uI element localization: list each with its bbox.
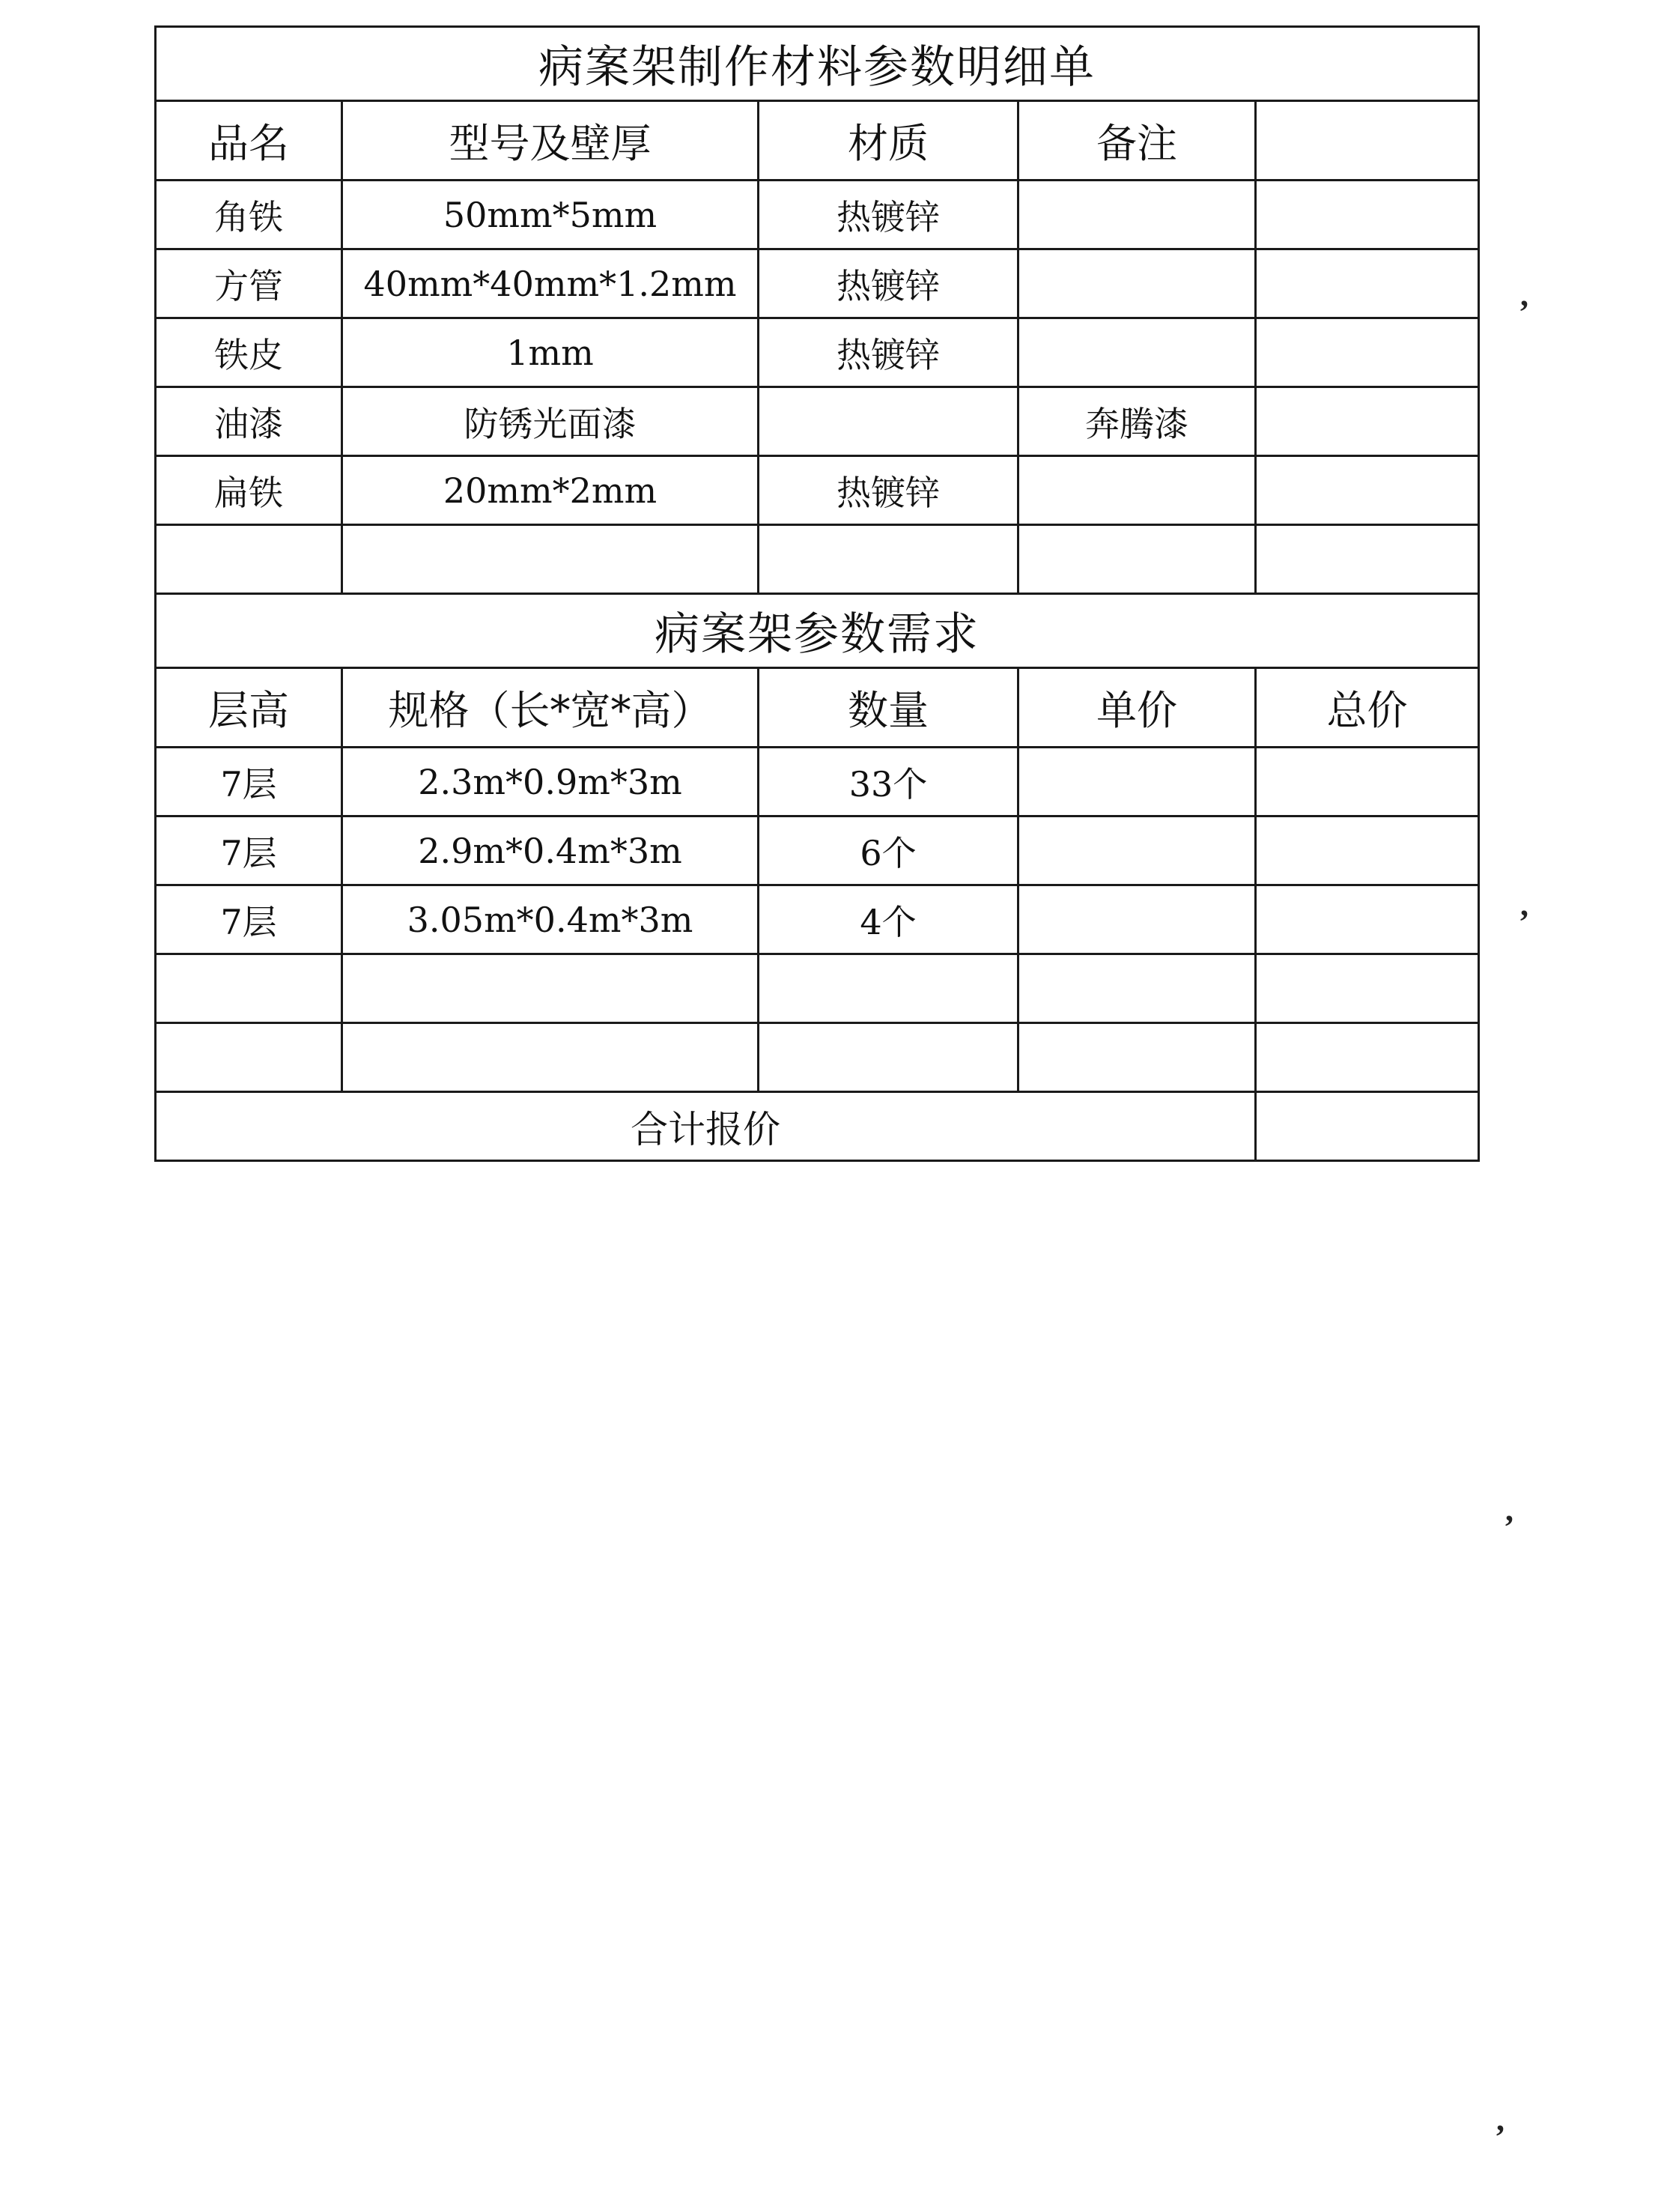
table-cell: [1018, 885, 1256, 954]
table-row: [156, 816, 1479, 885]
table-cell: [759, 954, 1018, 1023]
header-cell: 总价: [1256, 668, 1479, 748]
table-cell: [156, 1023, 342, 1092]
header-cell: 材质: [759, 101, 1018, 181]
table-cell: 7层: [156, 748, 342, 816]
margin-mark: ,: [1496, 2101, 1504, 2138]
table-cell: [1018, 181, 1256, 249]
table-cell: [1256, 249, 1479, 318]
header-cell: 品名: [156, 101, 342, 181]
table-row: [156, 525, 1479, 594]
table-cell: [1256, 456, 1479, 525]
table-cell: 热镀锌: [759, 318, 1018, 387]
table-row: [156, 954, 1479, 1023]
table-cell: 扁铁: [156, 456, 342, 525]
table-cell: 2.9m*0.4m*3m: [342, 816, 759, 885]
table-cell: 3.05m*0.4m*3m: [342, 885, 759, 954]
table-cell: [1256, 525, 1479, 594]
margin-mark: ,: [1520, 276, 1528, 313]
table-cell: 50mm*5mm: [342, 181, 759, 249]
materials-header-row: [156, 101, 1479, 181]
table-cell: [1256, 885, 1479, 954]
table-cell: 4个: [759, 885, 1018, 954]
table-cell: 角铁: [156, 181, 342, 249]
table-cell: [1018, 525, 1256, 594]
table-row: [156, 181, 1479, 249]
table-cell: 1mm: [342, 318, 759, 387]
table-cell: [342, 1023, 759, 1092]
quotation-table: [154, 25, 1480, 1162]
table-cell: [1018, 748, 1256, 816]
margin-mark: ,: [1520, 886, 1528, 923]
table-cell: 方管: [156, 249, 342, 318]
table-cell: 7层: [156, 885, 342, 954]
header-cell: 规格（长*宽*高）: [342, 668, 759, 748]
total-label: 合计报价: [156, 1092, 1256, 1161]
table-cell: 6个: [759, 816, 1018, 885]
table-cell: [1256, 748, 1479, 816]
table-cell: 铁皮: [156, 318, 342, 387]
table-cell: [1018, 1023, 1256, 1092]
table-row: [156, 885, 1479, 954]
margin-mark: ,: [1505, 1491, 1513, 1528]
table-cell: [342, 525, 759, 594]
table-cell: 奔腾漆: [1018, 387, 1256, 456]
header-cell: [1256, 101, 1479, 181]
requirements-header-row: [156, 668, 1479, 748]
table-cell: 热镀锌: [759, 249, 1018, 318]
table-cell: [759, 1023, 1018, 1092]
table-row: [156, 456, 1479, 525]
materials-title: 病案架制作材料参数明细单: [156, 27, 1479, 101]
table-cell: [1018, 954, 1256, 1023]
header-cell: 层高: [156, 668, 342, 748]
table-cell: [759, 387, 1018, 456]
table-cell: 热镀锌: [759, 456, 1018, 525]
table-cell: [759, 525, 1018, 594]
table-cell: 油漆: [156, 387, 342, 456]
header-cell: 型号及壁厚: [342, 101, 759, 181]
table-row: [156, 748, 1479, 816]
table-row: [156, 318, 1479, 387]
table-cell: [1256, 181, 1479, 249]
requirements-title: 病案架参数需求: [156, 594, 1479, 668]
table-cell: [1256, 387, 1479, 456]
table-cell: 2.3m*0.9m*3m: [342, 748, 759, 816]
table-cell: [1256, 816, 1479, 885]
table-row: [156, 249, 1479, 318]
table-cell: 热镀锌: [759, 181, 1018, 249]
requirements-title-row: [156, 594, 1479, 668]
header-cell: 数量: [759, 668, 1018, 748]
total-row: [156, 1092, 1479, 1161]
table-cell: [156, 954, 342, 1023]
table-cell: [1256, 954, 1479, 1023]
table-cell: [1018, 318, 1256, 387]
table-cell: 7层: [156, 816, 342, 885]
table-cell: 防锈光面漆: [342, 387, 759, 456]
table-cell: [1018, 816, 1256, 885]
table-cell: [1256, 1023, 1479, 1092]
materials-title-row: [156, 27, 1479, 101]
header-cell: 备注: [1018, 101, 1256, 181]
table-cell: [1018, 456, 1256, 525]
header-cell: 单价: [1018, 668, 1256, 748]
table-row: [156, 387, 1479, 456]
table-cell: [156, 525, 342, 594]
table-cell: 40mm*40mm*1.2mm: [342, 249, 759, 318]
table-cell: [342, 954, 759, 1023]
table-cell: 33个: [759, 748, 1018, 816]
table-row: [156, 1023, 1479, 1092]
table-cell: [1256, 318, 1479, 387]
table-cell: [1018, 249, 1256, 318]
table-cell: 20mm*2mm: [342, 456, 759, 525]
total-value: [1256, 1092, 1479, 1161]
